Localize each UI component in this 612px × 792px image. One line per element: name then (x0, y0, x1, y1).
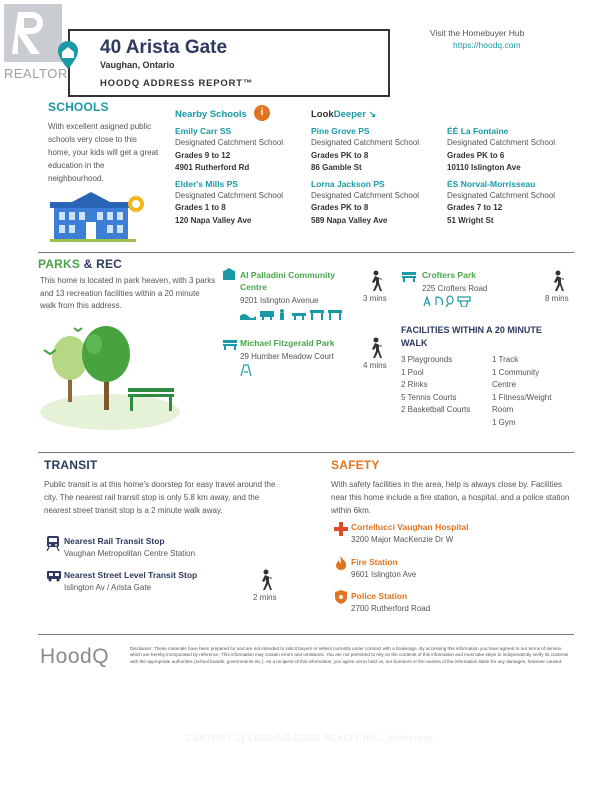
safety-address: 2700 Rutherford Road (351, 604, 431, 613)
safety-name: Fire Station (351, 557, 398, 567)
school-name[interactable]: Pine Grove PS (311, 126, 370, 136)
nearby-schools-label: Nearby Schools (175, 109, 247, 120)
park-item-2[interactable] (422, 269, 542, 296)
facilities-list-2 (492, 354, 582, 429)
school-entry (447, 178, 577, 228)
park-walk-time: 3 mins (363, 294, 387, 303)
school-name[interactable]: Emily Carr SS (175, 126, 232, 136)
arrow-down-right-icon: ↘ (368, 109, 377, 119)
facilities-heading-line1: FACILITIES WITHIN A 20 MINUTE (401, 325, 542, 335)
facility-icons-row (240, 308, 346, 320)
school-type: Designated Catchment School (447, 190, 556, 200)
school-entry (175, 178, 305, 228)
safety-name: Cortellucci Vaughan Hospital (351, 522, 469, 532)
school-col-2 (311, 125, 441, 227)
sport-icons-row (422, 295, 474, 307)
realtor-logo-text: REALTOR (4, 66, 68, 81)
school-grades: Grades 1 to 8 (175, 203, 226, 212)
facility-item: 1 Gym (492, 417, 516, 427)
transit-description: Public transit is at this home's doorstep for easy travel around the city. The nearest rail transit stop is only 5.8 km away, and the nearest street transit stop is a 2 minute walk away. (44, 480, 276, 515)
disclaimer-text: Disclaimer: These materials have been prepared for and are not intended to solicit buyers or sellers currently under contract with a brokerage. By accessing this information you have agreed to our terms of service, which are hereby incorporated by reference. This information may contain errors and omissions. You are not permitted to rely on the contents of this information and must take steps to independently verify its contents with the appropriate authorities (school boards, governments etc.). As a recipient of this information, you agree not to hold us, our licensors or the owners of the information liable for any damages, however caused. (130, 646, 569, 664)
school-entry (175, 125, 305, 175)
transit-heading: TRANSIT (44, 458, 98, 472)
parks-heading-a: PARKS (38, 257, 81, 271)
school-grades: Grades 9 to 12 (175, 150, 231, 160)
safety-heading: SAFETY (331, 458, 380, 472)
city-subtitle: Vaughan, Ontario (100, 60, 175, 70)
park-name: Al Palladini Community (240, 270, 335, 280)
facility-item: Centre (492, 380, 517, 389)
school-col-1 (175, 125, 305, 227)
school-entry (311, 178, 441, 228)
parks-heading-b: & REC (83, 257, 123, 271)
hub-label: Visit the Homebuyer Hub (430, 28, 525, 38)
school-grades: Grades PK to 8 (311, 150, 369, 160)
park-building-icon (222, 268, 236, 280)
facilities-list-1 (401, 354, 491, 417)
school-grades: Grades 7 to 12 (447, 203, 503, 212)
park-walk-time: 8 mins (545, 294, 569, 303)
watermark-text: CENTURY 21 LEADING EDGE REALTY INC., Brokerage (186, 733, 434, 743)
school-type: Designated Catchment School (311, 190, 420, 200)
park-walk-time: 4 mins (363, 361, 387, 370)
realtor-r-icon (12, 8, 56, 58)
school-address: 51 Wright St (447, 215, 494, 225)
school-type: Designated Catchment School (175, 138, 284, 147)
safety-item-hospital[interactable] (351, 521, 571, 547)
safety-address: 3200 Major MacKenzie Dr W (351, 535, 454, 544)
facility-item: 1 Pool (401, 367, 424, 377)
walking-person-icon (258, 569, 274, 591)
info-icon[interactable]: i (254, 105, 270, 121)
park-item-1[interactable] (240, 269, 360, 308)
school-name[interactable]: Elder's Mills PS (175, 178, 238, 189)
facility-item: 1 Community (492, 367, 540, 377)
facility-item: 5 Tennis Courts (401, 392, 457, 402)
lookdeeper-prefix: Look (311, 109, 334, 120)
walking-person-icon (368, 337, 384, 359)
safety-name: Police Station (351, 591, 408, 601)
park-bench-icon (401, 270, 417, 282)
school-address: 4901 Rutherford Rd (175, 163, 250, 172)
school-name[interactable]: Lorna Jackson PS (311, 178, 385, 189)
parks-heading (38, 257, 122, 271)
hospital-cross-icon (334, 522, 348, 536)
walking-person-icon (368, 270, 384, 292)
safety-item-police[interactable] (351, 590, 571, 616)
facility-item: 2 Basketball Courts (401, 405, 471, 414)
hoodq-logo: HoodQ (40, 645, 110, 668)
walking-person-icon (550, 270, 566, 292)
safety-description: With safety facilities in the area, help is always close by. Facilities near this home include a fire station, a hospital, and a police station within 6km. (331, 480, 570, 515)
park-name: Crofters Park (422, 270, 476, 280)
park-name: Michael Fitzgerald Park (240, 338, 335, 348)
school-address: 86 Gamble St (311, 163, 362, 172)
park-address: 9201 Islington Avenue (240, 296, 319, 305)
facility-item: 2 Rinks (401, 380, 428, 389)
swing-icon (240, 364, 252, 376)
street-stop[interactable] (64, 569, 284, 595)
street-stop-value: Islington Av / Arista Gate (64, 583, 152, 592)
school-type: Designated Catchment School (175, 190, 284, 200)
schools-description: With excellent asigned public schools very close to this home, your kids will get a great education in the neighbourhood. (48, 122, 159, 183)
facility-item: 3 Playgrounds (401, 355, 453, 364)
facilities-heading-line2: WALK (401, 338, 428, 348)
rail-stop-label: Nearest Rail Transit Stop (64, 536, 165, 546)
school-col-3 (447, 125, 577, 227)
school-grades: Grades PK to 6 (447, 150, 505, 160)
hub-link[interactable]: https://hoodq.com (453, 40, 521, 50)
bus-icon (46, 570, 62, 582)
school-address: 10110 Islington Ave (447, 163, 521, 172)
lookdeeper-link[interactable] (311, 109, 376, 120)
school-entry (447, 125, 577, 175)
school-grades: Grades PK to 8 (311, 203, 369, 212)
park-item-3[interactable] (240, 337, 370, 364)
fire-icon (335, 556, 347, 570)
park-address: 29 Humber Meadow Court (240, 352, 334, 361)
divider (38, 634, 574, 635)
rail-stop[interactable] (64, 535, 284, 561)
school-address: 120 Napa Valley Ave (175, 215, 252, 225)
parks-description: This home is located in park heaven, with 3 parks and 13 recreation facilities within a 20 minute walk from this address. (40, 276, 216, 310)
school-entry (311, 125, 441, 175)
park-address: 225 Crofters Road (422, 284, 488, 293)
park-illustration (38, 322, 188, 430)
school-name[interactable]: ÉÉ La Fontaine (447, 126, 509, 136)
train-icon (46, 535, 60, 551)
safety-item-fire[interactable] (351, 556, 571, 582)
facility-item: Room (492, 405, 514, 414)
safety-address: 9601 Islington Ave (351, 570, 417, 579)
facility-item: 1 Fitness/Weight (492, 392, 552, 402)
park-bench-icon (222, 338, 238, 350)
schools-heading: SCHOOLS (48, 100, 109, 114)
rail-stop-value: Vaughan Metropolitan Centre Station (64, 549, 196, 558)
street-walk-time: 2 mins (253, 593, 277, 602)
school-type: Designated Catchment School (311, 138, 420, 147)
police-badge-icon (334, 590, 348, 604)
home-pin-icon (57, 40, 79, 70)
school-name[interactable]: ÉS Norval-Morrisseau (447, 178, 536, 189)
address-title: 40 Arista Gate (100, 37, 228, 58)
school-type: Designated Catchment School (447, 138, 556, 147)
park-name-cont: Centre (240, 282, 267, 292)
school-address: 589 Napa Valley Ave (311, 215, 388, 225)
lookdeeper-suffix: Deeper (333, 109, 366, 120)
divider (38, 252, 574, 253)
report-title: HOODQ ADDRESS REPORT™ (100, 78, 254, 89)
school-building-icon (50, 192, 150, 242)
facility-item: 1 Track (492, 355, 519, 364)
divider (38, 452, 574, 453)
street-stop-label: Nearest Street Level Transit Stop (64, 570, 198, 580)
facilities-heading (401, 324, 542, 350)
